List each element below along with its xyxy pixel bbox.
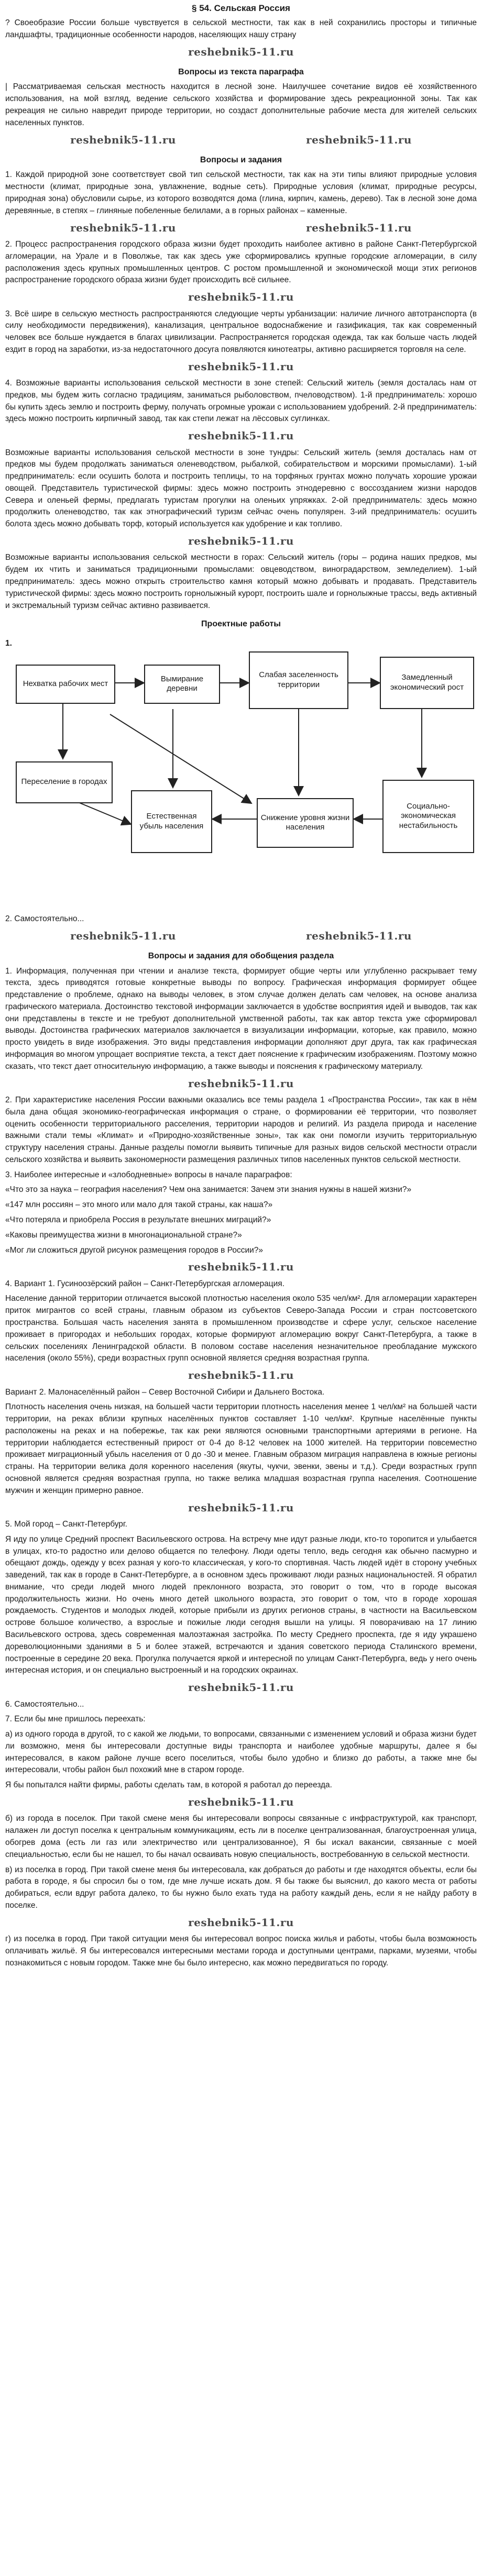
diagram-box-village-dying: Вымирание деревни bbox=[144, 665, 220, 704]
summary-answer: 4. Вариант 1. Гусиноозёрский район – Санкт-Петербургская агломерация. bbox=[5, 1279, 285, 1288]
watermark: reshebnik5-11.ru bbox=[188, 360, 294, 373]
watermark: reshebnik5-11.ru bbox=[188, 1681, 294, 1694]
watermark: reshebnik5-11.ru bbox=[306, 929, 412, 942]
watermark: reshebnik5-11.ru bbox=[306, 221, 412, 234]
summary-answer: «Мог ли сложиться другой рисунок размещения городов в России?» bbox=[5, 1245, 264, 1255]
diagram-box-weak-settlement: Слабая заселенность территории bbox=[249, 651, 348, 709]
watermark: reshebnik5-11.ru bbox=[306, 133, 412, 146]
page-title: § 54. Сельская Россия bbox=[192, 3, 290, 13]
diagram-box-instability: Социально-экономическая нестабильность bbox=[382, 780, 474, 853]
watermark: reshebnik5-11.ru bbox=[188, 1501, 294, 1514]
section-heading-projects: Проектные работы bbox=[201, 620, 281, 629]
self-work-label: 2. Самостоятельно... bbox=[5, 914, 84, 923]
task-answer: Возможные варианты использования сельской местности в зоне тундры: Сельский житель (земля досталась нам от предков мы будем продолжать заниматься оленеводством, рыбалкой, собирательством и морскими промыслами). 1-ый предприниматель: если осушить болота и построить теплицы, то на торфяных грунтах можно получать хорошие урожаи овощей. Представитель туристической фирмы: здесь можно построить этнодеревню с воссозданием жизни народов Севера и оленьей фермы, предлагать туристам прогулки на оленьих упряжках. 2-ой предприниматель: здесь можно продолжить оленеводство, так как этнографический туризм сейчас очень популярен. 3-ий предприниматель: осушить болота здесь можно добывать торф, который используется как удобрение и как топливо. bbox=[5, 448, 477, 529]
watermark-row bbox=[5, 928, 477, 944]
watermark: reshebnik5-11.ru bbox=[188, 291, 294, 304]
watermark: reshebnik5-11.ru bbox=[188, 1077, 294, 1090]
task-answer: 1. Каждой природной зоне соответствует свой тип сельской местности, так как на эти типы влияют природные условия местности (климат, природные зона, увлажнение, водные сеть). Природные условия (климат, природные ресурсы, природная зона) обусловили сырье, из которого возводятся дома (глина, кирпич, камень, дерево). Так в лесной зоне дома деревянные, в степях – глиняные побеленные белилами, а в горных районах – каменные. bbox=[5, 170, 477, 215]
summary-answer: Вариант 2. Малонаселённый район – Север Восточной Сибири и Дальнего Востока. bbox=[5, 1387, 325, 1397]
task-answer: Возможные варианты использования сельской местности в горах: Сельский житель (горы – родина наших предков, мы будем их чтить и заниматься традиционными промыслами: овцеводством, виноградарством, земледелием). 1-ый предприниматель: здесь можно открыть строительство камня который можно добывать и продавать. Представитель туристической фирмы: здесь можно построить горнолыжный курорт, построить шале и горнолыжные трассы, ведь активный и экстремальный туризм сейчас активно развивается. bbox=[5, 553, 477, 610]
summary-answer: Плотность населения очень низкая, на большей части территории плотность населения менее 1 чел/км² на большей части территории, на реках вблизи крупных населённых пунктов составляет 1-10 чел/км². Крупные населённые пункты расположены на реках и на побережье, так как реки являются основными транспортными артериями в регионе. На территории наблюдается естественный прирост от 0-4 до 8-12 человек на 1000 жителей. На территории повсеместно проживает миграционный убыль населения от 0 до -30 и менее. Главным образом миграция направлена в южные регионы страны. На территории велика доля коренного населения (якуты, чукчи, эвенки, эвены и т.д.). Среди возрастных групп основной является средняя возрастная группа, но также велика младшая возрастная группа населения. Соотношение мужчин и женщин примерно равное. bbox=[5, 1402, 477, 1495]
watermark-row bbox=[5, 220, 477, 236]
watermark: reshebnik5-11.ru bbox=[188, 429, 294, 443]
summary-answer: Я иду по улице Средний проспект Васильевского острова. На встречу мне идут разные люди, кто-то торопится и улыбается в улицах, кто-то радостно или делово общается по телефону. Люди одеты тепло, ведь сегодня как обычно пасмурно и обещают дождь, одежду у всех разная у кого-то классическая, у кого-то спортивная. Часть людей идёт в сторону учебных заведений, так как в городе в Санкт-Петербурге, а в основном здесь проживают люди разных национальностей. Я обратил внимание, что среди людей много людей преклонного возраста, это говорит о том, что в городе высокая продолжительность жизни. Но очень много детей школьного возраста, это говорит о том, что в городе хорошая рождаемость. Студентов и молодых людей, которые прибыли из других регионов страны, в частности на Васильевском острове большое количество, а взрослые и пожилые люди сегодня вышли на улицы. Я поворачиваю на 17 линию Васильевского острова, здесь современная малоэтажная застройка. По месту Среднего проспекта, где я иду украшено дореволюционными зданиями в 5 и более этажей, встречаются и здания советского периода Сталинского времени, построенные в середине 20 века. Прогулка получается яркой и интересной по улицам Санкт-Петербурга, ведь у него очень интересная история, и он специально выстроенный и на городских окраинах. bbox=[5, 1534, 477, 1675]
watermark: reshebnik5-11.ru bbox=[188, 1916, 294, 1929]
diagram-box-job-shortage: Нехватка рабочих мест bbox=[16, 665, 115, 704]
section-heading-summary: Вопросы и задания для обобщения раздела bbox=[148, 952, 334, 960]
diagram-number: 1. bbox=[5, 638, 12, 648]
section-heading-tasks: Вопросы и задания bbox=[200, 155, 282, 164]
summary-answer: «Каковы преимущества жизни в многонациональной стране?» bbox=[5, 1230, 242, 1240]
task-answer: 2. Процесс распространения городского образа жизни будет проходить наиболее активно в районе Санкт-Петербургской агломерации, на Урале и в Поволжье, так как здесь уже сформировались крупные городские агломерации, в силу расположения здесь крупных промышленных центров. С ростом промышленной и экономической мощи этих регионов распространение городского образа жизни будет происходить всё сильнее. bbox=[5, 240, 477, 285]
summary-answer: 1. Информация, полученная при чтении и анализе текста, формирует общие черты или углубленно раскрывает тему текста, здесь приводятся готовые конкретные выводы по вопросу. Графическая информация формирует общее представление о проблеме, однако на выводы человек, в этом случае должен делать сам человек, на основе анализа графического материала. Достоинство текстовой информации заключается в удобстве восприятия идей и выводов, так как они представлены в тексте и не требуют дополнительной умственной работы, так как автор текста уже сформировал выводы. Достоинства графических материалов заключается в визуализации информации, которые, как правило, можно просто увидеть в виде изображения. Это виды представления информации дополняют друг друга, так как графическая информация во многом упрощает восприятие текста, а текст дает пояснение к графическим изображениям. Поэтому можно сказать, что текст дает относительную информацию, а также выводы и пояснения к графическому материалу. bbox=[5, 966, 477, 1071]
summary-answer: г) из поселка в город. При такой ситуации меня бы интересовал вопрос поиска жилья и работы, чтобы была возможность оплачивать жильё. Я бы интересовался интересными местами города и доступными центрами, парками, музеями, чтобы познакомиться с новым городом. Также мне бы было интересно, как можно передвигаться по городу. bbox=[5, 1934, 477, 1967]
summary-answer: Я бы попытался найти фирмы, работы сделать там, в которой я работал до переезда. bbox=[5, 1781, 332, 1790]
summary-answer: в) из поселка в город. При такой смене меня бы интересовала, как добраться до работы и где находятся объекты, если бы работа в городе, я бы спросил бы о том, где мне лучше искать дом. Я бы также бы выяснил, до какого места от работы добираться, если вдруг работа далеко, то бы нужно было ехать туда на работу каждый день, если я не найду работу в поселке. bbox=[5, 1865, 477, 1910]
summary-answer: «Что потеряла и приобрела Россия в результате внешних миграций?» bbox=[5, 1215, 271, 1224]
summary-answer: 5. Мой город – Санкт-Петербург. bbox=[5, 1519, 127, 1529]
section-heading-text-questions: Вопросы из текста параграфа bbox=[178, 67, 304, 76]
summary-answer: «Что это за наука – география населения? Чем она занимается: Зачем эти знания нужны в нашей жизни?» bbox=[5, 1185, 412, 1195]
summary-answer: 2. При характеристике населения России важными оказались все темы раздела 1 «Пространства России», так как в нём была дана общая экономико-географическая информация о стране, о формировании её территории, что позволяет оценить особенности территориального расселения, территории народов и религий. Из раздела природа и население важными стали темы «Климат» и «Природно-хозяйственные зоны», так как они помогли изучить территориальную структуру населения страны. Данные разделы помогли выявить типичные для разных видов сельской местности отрасли сельского хозяйства и выявить закономерности размещения различных типов населенных пунктов сельской местности. bbox=[5, 1095, 477, 1164]
watermark: reshebnik5-11.ru bbox=[188, 45, 294, 58]
watermark: reshebnik5-11.ru bbox=[188, 1369, 294, 1382]
task-answer: 3. Всё шире в сельскую местность распространяются следующие черты урбанизации: наличие личного автотранспорта (в силу необходимости передвижения), канализация, центральное водоснабжение и газификация, так как современный человек все больше нуждается в благах цивилизации. Распространяется городская одежда, так как больше часть людей ездит в город на заработки, из-за недостаточного досуга появляются кинотеатры, активно расширяется торговля на селе. bbox=[5, 309, 477, 354]
summary-answer: Население данной территории отличается высокой плотностью населения около 535 чел/км². Для агломерации характерен приток мигрантов со всей страны, главным образом из субъектов Северо-Запада России и стран постсоветского пространства. Большая часть населения занята в промышленном производстве и сфере услуг, сельское население проживает в пригородах и небольших городах, которые формируют агломерацию вокруг Санкт-Петербурга, а также в сельских поселениях Ленинградской области. В половом составе населения незначительное преобладание мужского населения (около 55%), среди возрастных групп основной является средняя возрастная группа. bbox=[5, 1294, 477, 1363]
watermark: reshebnik5-11.ru bbox=[70, 929, 176, 942]
diagram-box-natural-decline: Естественная убыль населения bbox=[131, 790, 212, 853]
summary-answer: 3. Наиболее интересные и «злободневные» вопросы в начале параграфов: bbox=[5, 1170, 292, 1179]
summary-answer: «147 млн россиян – это много или мало для такой страны, как наша?» bbox=[5, 1200, 273, 1210]
cause-effect-diagram bbox=[5, 636, 477, 908]
diagram-box-slow-growth: Замедленный экономический рост bbox=[380, 657, 474, 709]
watermark: reshebnik5-11.ru bbox=[188, 535, 294, 548]
watermark-row bbox=[5, 132, 477, 148]
intro-paragraph: ? Своеобразие России больше чувствуется в сельской местности, так как в ней сохранились просторы и типичные ландшафты, традиционные особенности народов, населяющих нашу страну bbox=[5, 18, 477, 39]
watermark: reshebnik5-11.ru bbox=[70, 221, 176, 234]
summary-answer: 6. Самостоятельно... bbox=[5, 1699, 84, 1709]
text-question-answer: | Рассматриваемая сельская местность находится в лесной зоне. Наилучшее сочетание видов её хозяйственного использования, на мой взгляд, ведение сельского хозяйства и формирование здесь рекреационной зоны. Так как рекреация не сильно навредит природе территории, но создаст дополнительные рабочие места для жителей сельских населенных пунктов. bbox=[5, 82, 477, 127]
watermark: reshebnik5-11.ru bbox=[188, 1261, 294, 1274]
diagram-box-resettlement: Переселение в городах bbox=[16, 761, 113, 803]
task-answer: 4. Возможные варианты использования сельской местности в зоне степей: Сельский житель (земля досталась нам от предков, мы будем жить согласно традициям, заниматься рыболовством, пчеловодством). 1-й предприниматель: хорошо бы купить здесь землю и построить ферму, получать огромные урожаи с использованием удобрений. 2-й предприниматель: здесь можно построить кирпичный завод, так как степи лежат на лёссовых суглинках. bbox=[5, 379, 477, 424]
page bbox=[5, 0, 477, 1969]
watermark: reshebnik5-11.ru bbox=[188, 1796, 294, 1808]
summary-answer: 7. Если бы мне пришлось переехать: bbox=[5, 1715, 146, 1724]
watermark: reshebnik5-11.ru bbox=[70, 133, 176, 146]
summary-answer: б) из города в поселок. При такой смене меня бы интересовали вопросы связанные с инфраструктурой, как транспорт, налажен ли доступ поселка к центральным коммуникациям, есть ли в поселке централизованная, благоустроенная улица, обогрев дома (есть ли газ или электричество или централизованное), Я бы искал вакансии, связанные с моей специальностью, если бы не нашел, то бы начал осваивать новую специальность, востребованную в сельской местности. bbox=[5, 1814, 477, 1859]
summary-answer: а) из одного города в другой, то с какой же людьми, то вопросами, связанными с изменением условий и образа жизни будет ли возможно, меня бы интересовали доступные виды транспорта и наиболее удобные маршруты, далее я бы интересовался, в каком районе лучше всего поселиться, чтобы было удобно и близко до работы, а также мне бы интересовали, чтобы район был похожий мне в старом городе. bbox=[5, 1730, 477, 1775]
diagram-box-living-standard: Снижение уровня жизни населения bbox=[257, 798, 354, 848]
